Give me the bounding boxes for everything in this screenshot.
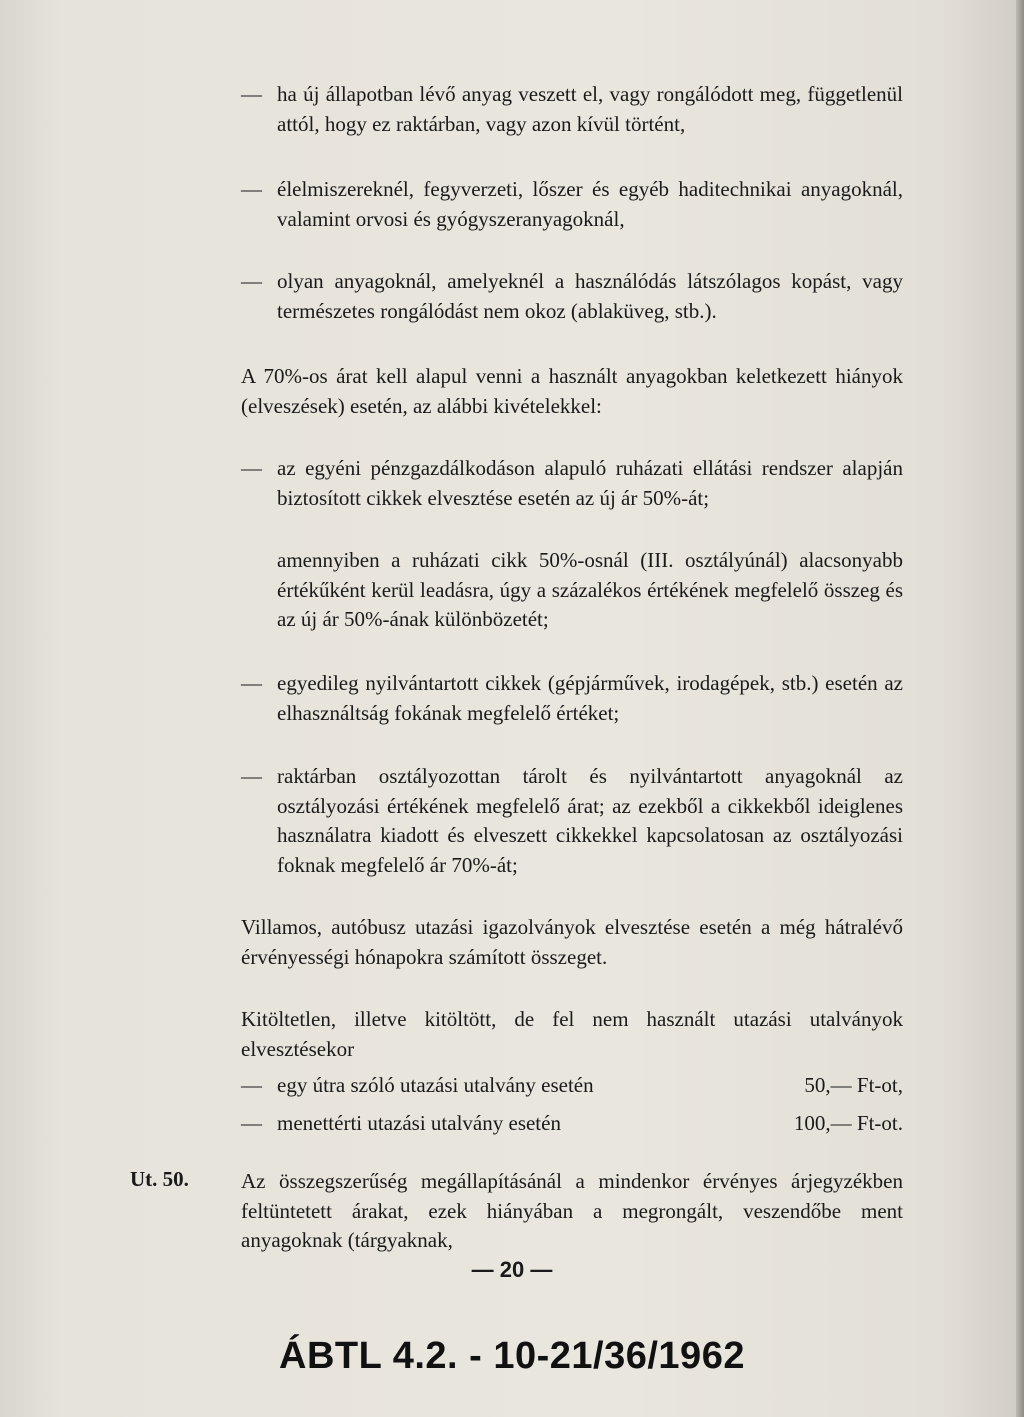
item-dash: — bbox=[241, 671, 262, 695]
item-text: élelmiszereknél, fegyverzeti, lőszer és egyéb haditechnikai anyagoknál, valamint orvosi és gyógyszeranyagoknál, bbox=[277, 177, 903, 231]
page-number: — 20 — bbox=[471, 1257, 553, 1282]
list-item bbox=[241, 267, 903, 326]
paragraph-text: Kitöltetlen, illetve kitöltött, de fel nem használt utazási utalványok elvesztésekor bbox=[241, 1007, 903, 1061]
page-edge bbox=[1016, 0, 1024, 1417]
list-item bbox=[241, 175, 903, 234]
section-text: Az összegszerűség megállapításánál a mindenkor érvényes árjegyzékben feltüntetett árakat, ezek hiányában a megrongált, veszendőbe ment anyagoknak (tárgyaknak, bbox=[241, 1169, 903, 1252]
item-text: amennyiben a ruházati cikk 50%-osnál (III. osztályúnál) alacsonyabb értékűként kerül leadásra, úgy a százalékos értékének megfelelő összeg és az új ár 50%-ának különbözetét; bbox=[277, 548, 903, 631]
archive-stamp: ÁBTL 4.2. - 10-21/36/1962 bbox=[279, 1335, 745, 1377]
paragraph-text: Villamos, autóbusz utazási igazolványok elvesztése esetén a még hátralévő érvényességi hónapokra számított összeget. bbox=[241, 915, 903, 969]
section-reference: Ut. 50. bbox=[130, 1167, 189, 1191]
ticket-row bbox=[241, 1071, 903, 1101]
ticket-row bbox=[241, 1109, 903, 1139]
ticket-label: egy útra szóló utazási utalvány esetén bbox=[277, 1073, 594, 1097]
item-text: olyan anyagoknál, amelyeknél a használódás látszólagos kopást, vagy természetes rongálódást nem okoz (ablaküveg, stb.). bbox=[277, 269, 903, 323]
item-text: az egyéni pénzgazdálkodáson alapuló ruházati ellátási rendszer alapján biztosított cikkek elvesztése esetén az új ár 50%-át; bbox=[277, 456, 903, 510]
paragraph-text: A 70%-os árat kell alapul venni a használt anyagokban keletkezett hiányok (elveszések) esetén, az alábbi kivételekkel: bbox=[241, 364, 903, 418]
item-dash: — bbox=[241, 177, 262, 201]
paragraph bbox=[241, 362, 903, 421]
list-item bbox=[241, 669, 903, 728]
list-item bbox=[241, 80, 903, 139]
ticket-label: menettérti utazási utalvány esetén bbox=[277, 1111, 561, 1135]
item-text: raktárban osztályozottan tárolt és nyilvántartott anyagoknál az osztályozási értékének megfelelő árat; az ezekből a cikkekből ideiglenes használatra kiadott és elveszett cikkekkel kapcsolatosan az osztályozási foknak megfelelő ár 70%-át; bbox=[277, 764, 903, 877]
item-dash: — bbox=[241, 82, 262, 106]
item-dash: — bbox=[241, 764, 262, 788]
item-text: egyedileg nyilvántartott cikkek (gépjárművek, irodagépek, stb.) esetén az elhasználtság fokának megfelelő értéket; bbox=[277, 671, 903, 725]
item-dash: — bbox=[241, 269, 262, 293]
paragraph bbox=[241, 1005, 903, 1064]
item-dash: — bbox=[241, 1073, 262, 1097]
section-paragraph bbox=[241, 1167, 903, 1256]
item-dash: — bbox=[241, 1111, 262, 1135]
item-text: ha új állapotban lévő anyag veszett el, vagy rongálódott meg, függetlenül attól, hogy ez raktárban, vagy azon kívül történt, bbox=[277, 82, 903, 136]
list-item bbox=[241, 454, 903, 513]
paragraph bbox=[241, 913, 903, 972]
ticket-amount: 50,— Ft-ot, bbox=[804, 1073, 903, 1097]
list-item bbox=[241, 546, 903, 635]
item-dash: — bbox=[241, 456, 262, 480]
ticket-amount: 100,— Ft-ot. bbox=[793, 1111, 903, 1135]
list-item bbox=[241, 762, 903, 880]
